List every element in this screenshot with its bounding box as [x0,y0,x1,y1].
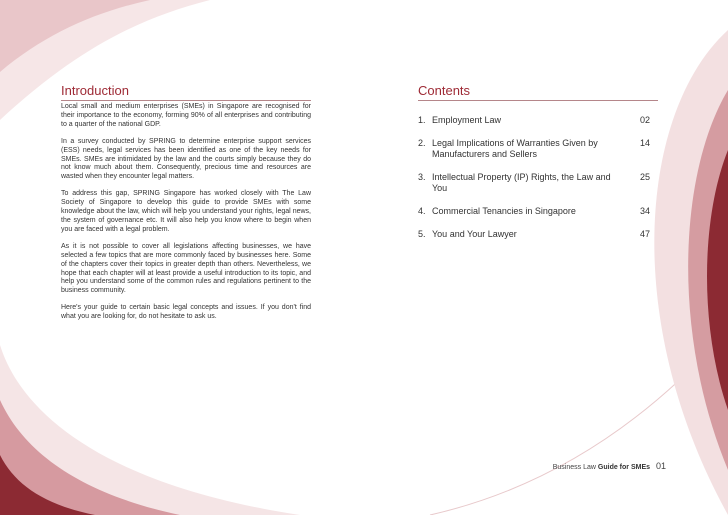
toc-title: Legal Implications of Warranties Given by Manufacturers and Sellers [432,138,598,159]
toc-item-intellectual-property[interactable] [418,172,654,194]
intro-paragraph: Local small and medium enterprises (SMEs) in Singapore are recognised for their importance to the economy, forming 90% of all enterprises and contributing to a quarter of the national GDP. [61,103,311,128]
introduction-heading: Introduction [61,83,129,98]
contents-divider [418,100,658,101]
introduction-body [61,103,311,330]
contents-heading: Contents [418,83,471,98]
intro-paragraph: Here's your guide to certain basic legal concepts and issues. If you don't find what you are looking for, do not hesitate to ask us. [61,304,311,321]
footer-page-number: 01 [655,461,666,471]
toc-title: Commercial Tenancies in Singapore [432,206,576,216]
toc-item-employment-law[interactable] [418,115,654,126]
toc-page-number: 34 [639,206,650,216]
toc-page-number: 14 [639,138,650,148]
introduction-divider [61,100,311,101]
toc-title: Employment Law [432,115,502,125]
footer-guide-title: Guide for SMEs [597,464,651,471]
toc-number: 1. [418,115,426,125]
intro-paragraph: As it is not possible to cover all legislations affecting businesses, we have selected a few topics that are more commonly faced by businesses here. Some of the chapters cover their topics in greater depth than others. Nevertheless, we hope that each chapter will at least provide a useful introduction to its topic, and help you understand some of the common rules and regulations pertinent to the business community. [61,242,311,295]
footer-prefix: Business Law [552,464,596,471]
page-footer [553,461,666,471]
toc-item-warranties[interactable] [418,138,654,160]
toc-page-number: 02 [639,115,650,125]
toc-number: 3. [418,172,426,182]
toc-title: You and Your Lawyer [432,229,517,239]
toc-page-number: 47 [639,229,650,239]
toc-number: 5. [418,229,426,239]
toc-number: 2. [418,138,426,148]
toc-item-commercial-tenancies[interactable] [418,206,654,217]
toc-title: Intellectual Property (IP) Rights, the Law and You [432,172,611,193]
table-of-contents [418,115,654,252]
toc-number: 4. [418,206,426,216]
intro-paragraph: In a survey conducted by SPRING to determine enterprise support services (ESS) needs, legal services has been identified as one of the key needs for SMEs. SMEs are intimidated by the law and the courts simply because they do not know much about them. Consequently, precious time and resources are wasted when they encounter legal matters. [61,137,311,181]
intro-paragraph: To address this gap, SPRING Singapore has worked closely with The Law Society of Singapore to develop this guide to provide SMEs with some knowledge about the law, which will help you understand your rights, legal news, the system of governance etc. It will also help you know where to begin when you are faced with a legal problem. [61,190,311,233]
toc-page-number: 25 [639,172,650,182]
toc-item-you-and-your-lawyer[interactable] [418,229,654,240]
